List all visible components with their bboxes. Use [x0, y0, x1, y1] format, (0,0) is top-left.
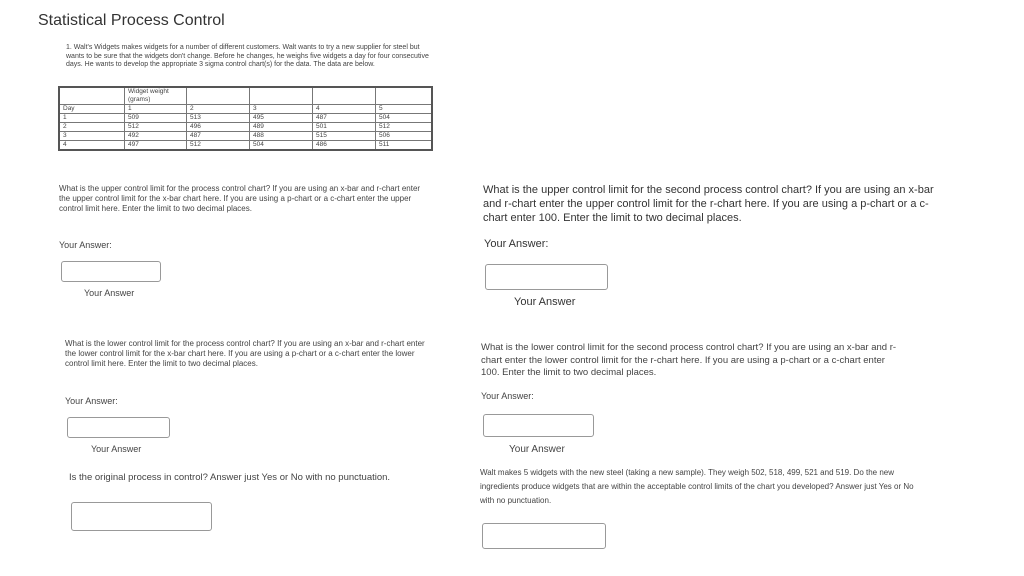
table-row: [59, 105, 432, 114]
table-row: [59, 114, 432, 123]
weight-cell: 509: [125, 114, 187, 123]
page-title: Statistical Process Control: [38, 12, 225, 29]
ucl-first-answer-label: Your Answer:: [59, 240, 112, 250]
new-steel-question: Walt makes 5 widgets with the new steel (taking a new sample). They weigh 502, 518, 499, 521 and 519. Do the new ingredients produce widgets that are within the acceptable control limits of the chart you developed? Answer just Yes or No with no punctuation.: [480, 468, 914, 505]
lcl-second-question: What is the lower control limit for the second process control chart? If you are using an x-bar and r-chart enter the lower control limit for the r-chart here. If you are using a p-chart or a c-chart enter 100. Enter the limit to two decimal places.: [481, 342, 897, 378]
in-control-input[interactable]: [71, 502, 212, 531]
table-header-cell: [187, 87, 250, 105]
day-cell: 2: [59, 123, 125, 132]
lcl-first-answer-caption: Your Answer: [91, 444, 142, 454]
weight-cell: 489: [250, 123, 313, 132]
day-cell: 3: [59, 132, 125, 141]
ucl-second-question: What is the upper control limit for the second process control chart? If you are using an x-bar and r-chart enter the upper control limit for the r-chart here. If you are using a p-chart or a c-chart enter 100. Enter the limit to two decimal places.: [483, 184, 934, 224]
lcl-second-answer-label: Your Answer:: [481, 391, 534, 401]
table-header-cell: [313, 87, 376, 105]
sample-number-cell: 5: [376, 105, 433, 114]
table-corner-cell: [59, 87, 125, 105]
ucl-first-question: What is the upper control limit for the process control chart? If you are using an x-bar and r-chart enter the upper control limit for the x-bar chart here. If you are using a p-chart or a c-chart enter the upper control limit here. Enter the limit to two decimal places.: [59, 184, 421, 213]
weight-cell: 486: [313, 141, 376, 151]
ucl-first-input[interactable]: [61, 261, 161, 282]
widget-weight-table: [58, 86, 433, 151]
lcl-second-answer-caption: Your Answer: [509, 444, 565, 455]
table-header-cell: [250, 87, 313, 105]
ucl-first-answer-caption: Your Answer: [84, 288, 135, 298]
day-cell: 4: [59, 141, 125, 151]
table-row: [59, 141, 432, 151]
ucl-second-answer-label: Your Answer:: [484, 238, 549, 250]
day-header-cell: Day: [59, 105, 125, 114]
table-header-row: [59, 87, 432, 105]
in-control-question: Is the original process in control? Answer just Yes or No with no punctuation.: [69, 472, 391, 483]
problem-intro: 1. Walt's Widgets makes widgets for a number of different customers. Walt wants to try a new supplier for steel but wants to be sure that the widgets don't change. Before he changes, he weighs five widgets a day for four consecutive days. He wants to develop the appropriate 3 sigma control chart(s) for the data. The data are below.: [66, 44, 429, 68]
ucl-second-answer-caption: Your Answer: [514, 296, 576, 308]
table-row: [59, 123, 432, 132]
weight-cell: 501: [313, 123, 376, 132]
weight-cell: 487: [187, 132, 250, 141]
weight-cell: 512: [187, 141, 250, 151]
table-header-cell: [376, 87, 433, 105]
weight-cell: 495: [250, 114, 313, 123]
table-row: [59, 132, 432, 141]
weight-cell: 487: [313, 114, 376, 123]
weight-cell: 512: [125, 123, 187, 132]
lcl-first-input[interactable]: [67, 417, 170, 438]
weight-cell: 513: [187, 114, 250, 123]
lcl-first-question: What is the lower control limit for the process control chart? If you are using an x-bar and r-chart enter the lower control limit for the x-bar chart here. If you are using a p-chart or a c-chart enter the lower control limit here. Enter the limit to two decimal places.: [65, 339, 425, 368]
sample-number-cell: 2: [187, 105, 250, 114]
sample-number-cell: 4: [313, 105, 376, 114]
sample-number-cell: 3: [250, 105, 313, 114]
weight-cell: 504: [376, 114, 433, 123]
weight-cell: 488: [250, 132, 313, 141]
weight-cell: 512: [376, 123, 433, 132]
table-header-cell: Widget weight (grams): [125, 87, 187, 105]
weight-cell: 506: [376, 132, 433, 141]
day-cell: 1: [59, 114, 125, 123]
weight-cell: 511: [376, 141, 433, 151]
lcl-second-input[interactable]: [483, 414, 594, 437]
weight-cell: 515: [313, 132, 376, 141]
lcl-first-answer-label: Your Answer:: [65, 396, 118, 406]
new-steel-input[interactable]: [482, 523, 606, 549]
weight-cell: 497: [125, 141, 187, 151]
ucl-second-input[interactable]: [485, 264, 608, 290]
weight-cell: 504: [250, 141, 313, 151]
weight-cell: 496: [187, 123, 250, 132]
weight-cell: 492: [125, 132, 187, 141]
sample-number-cell: 1: [125, 105, 187, 114]
